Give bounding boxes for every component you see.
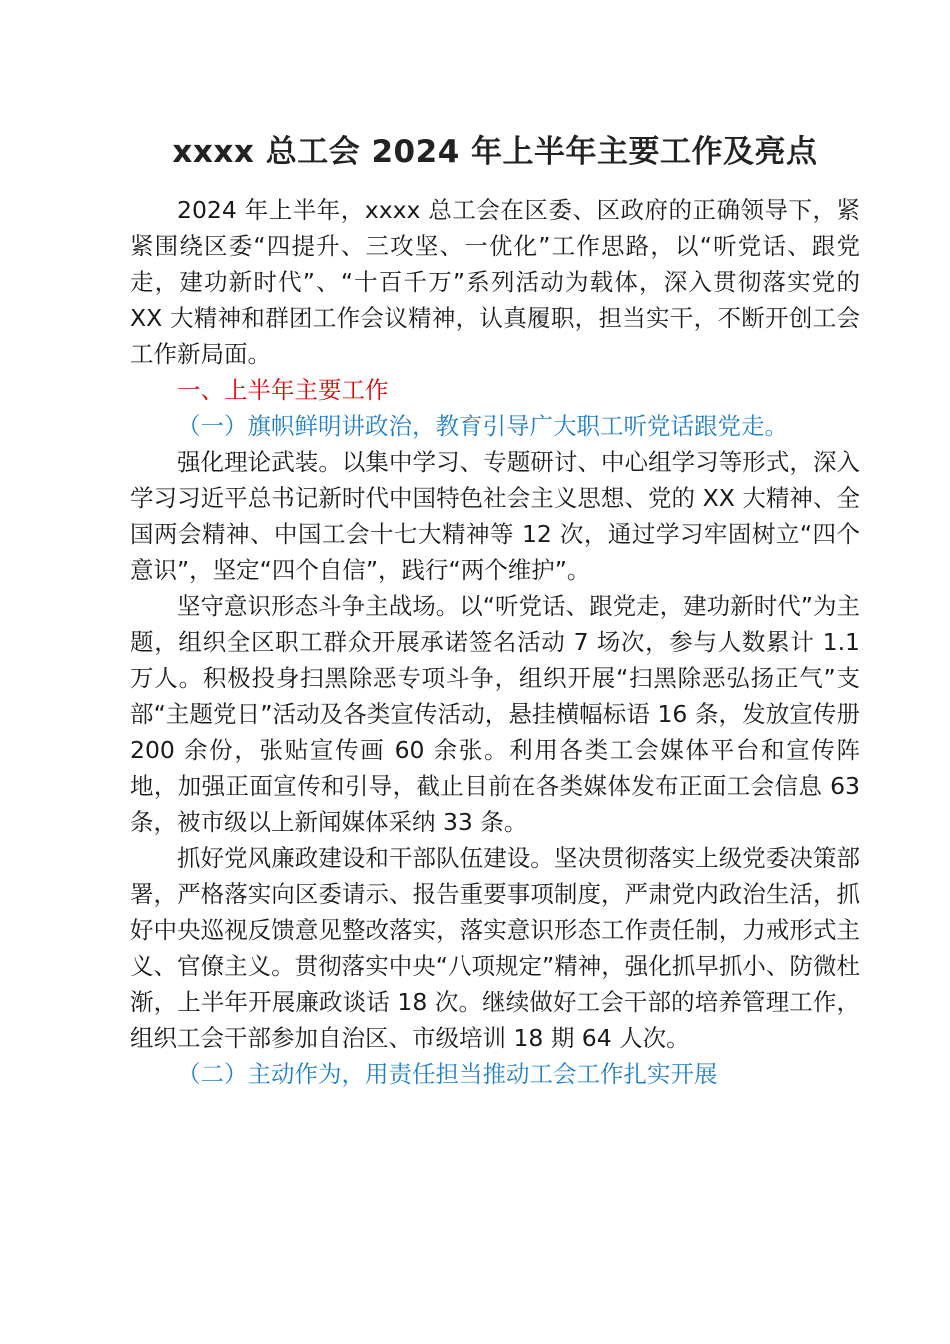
document-title: xxxx 总工会 2024 年上半年主要工作及亮点 xyxy=(172,134,818,170)
subsection-heading-2: （二）主动作为，用责任担当推动工会工作扎实开展 xyxy=(177,1060,718,1088)
section-heading-1: 一、上半年主要工作 xyxy=(177,376,389,404)
paragraph-ideology: 坚守意识形态斗争主战场。以“听党话、跟党走，建功新时代”为主题，组织全区职工群众开展承诺签名活动 7 场次，参与人数累计 1.1 万人。积极投身扫黑除恶专项斗争，组织开展“扫黑除恶弘扬正气”支部“主题党日”活动及各类宣传活动，悬挂横幅标语 16 条，发放宣传册 200 余份，张贴宣传画 60 余张。利用各类工会媒体平台和宣传阵地，加强正面宣传和引导，截止目前在各类媒体发布正面工会信息 63 条，被市级以上新闻媒体采纳 33 条。 xyxy=(130,592,860,836)
subsection-heading-1: （一）旗帜鲜明讲政治，教育引导广大职工听党话跟党走。 xyxy=(177,412,788,440)
paragraph-theory: 强化理论武装。以集中学习、专题研讨、中心组学习等形式，深入学习习近平总书记新时代中国特色社会主义思想、党的 XX 大精神、全国两会精神、中国工会十七大精神等 12 次，通过学习牢固树立“四个意识”，坚定“四个自信”，践行“两个维护”。 xyxy=(130,448,860,584)
document-page xyxy=(130,130,860,1092)
paragraph-integrity: 抓好党风廉政建设和干部队伍建设。坚决贯彻落实上级党委决策部署，严格落实向区委请示、报告重要事项制度，严肃党内政治生活，抓好中央巡视反馈意见整改落实，落实意识形态工作责任制，力戒形式主义、官僚主义。贯彻落实中央“八项规定”精神，强化抓早抓小、防微杜渐，上半年开展廉政谈话 18 次。继续做好工会干部的培养管理工作，组织工会干部参加自治区、市级培训 18 期 64 人次。 xyxy=(130,844,860,1052)
intro-paragraph: 2024 年上半年，xxxx 总工会在区委、区政府的正确领导下，紧紧围绕区委“四提升、三攻坚、一优化”工作思路，以“听党话、跟党走，建功新时代”、“十百千万”系列活动为载体，深入贯彻落实党的 XX 大精神和群团工作会议精神，认真履职，担当实干，不断开创工会工作新局面。 xyxy=(130,196,860,368)
